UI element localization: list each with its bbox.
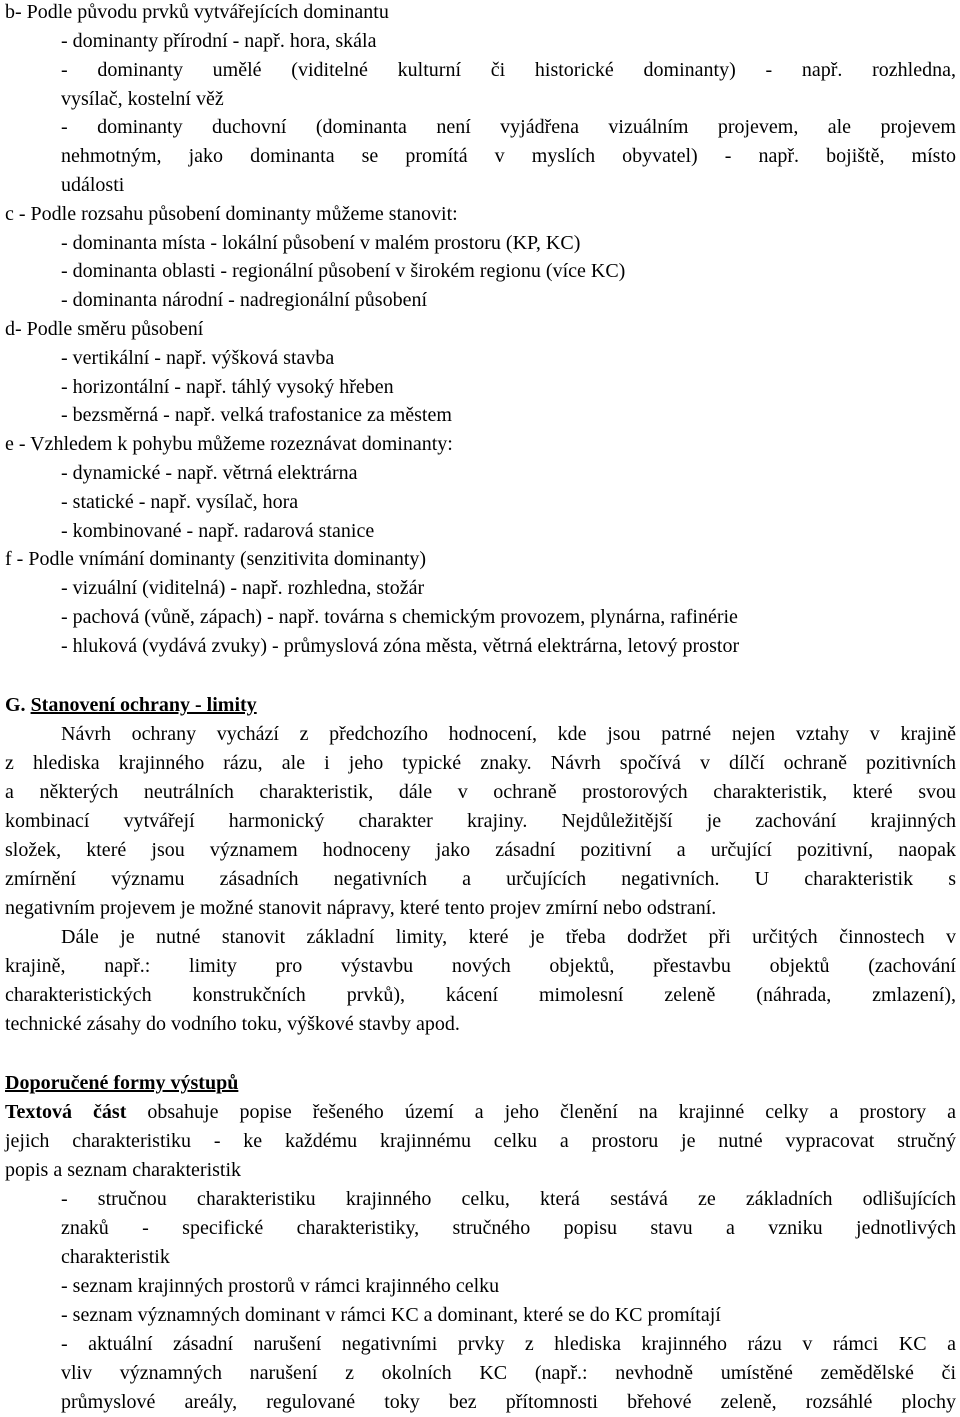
list-item: události	[61, 174, 125, 196]
list-item: - hluková (vydává zvuky) - průmyslová zóna města, větrná elektrárna, letový prostor	[61, 635, 740, 657]
list-item: - horizontální - např. táhlý vysoký hřeben	[61, 376, 394, 398]
paragraph-line: zmírnění významu zásadních negativních a určujících negativních. U charakteristik s	[5, 868, 956, 890]
section-g-label: G.	[5, 694, 26, 716]
section-e-heading: e - Vzhledem k pohybu můžeme rozeznávat dominanty:	[5, 433, 453, 455]
outputs-lead-rest: obsahuje popise řešeného území a jeho členění na krajinné celky a prostory a	[147, 1101, 956, 1123]
paragraph-line: Dále je nutné stanovit základní limity, které je třeba dodržet při určitých činnostech v	[61, 926, 956, 948]
paragraph-line: popis a seznam charakteristik	[5, 1159, 242, 1181]
section-d-heading: d- Podle směru působení	[5, 318, 204, 340]
list-item: - vizuální (viditelná) - např. rozhledna, stožár	[61, 577, 425, 599]
section-g-title: Stanovení ochrany - limity	[30, 694, 257, 716]
list-item: - dynamické - např. větrná elektrárna	[61, 462, 358, 484]
list-item: - dominanty přírodní - např. hora, skála	[61, 30, 377, 52]
list-item: vliv významných narušení z okolních KC (např.: nevhodně umístěné zemědělské či	[61, 1362, 956, 1384]
paragraph-line: z hlediska krajinného rázu, ale i jeho typické znaky. Návrh spočívá v dílčí ochraně pozitivních	[5, 752, 956, 774]
list-item: průmyslové areály, regulované toky bez přítomnosti břehové zeleně, rozsáhlé plochy	[61, 1391, 956, 1413]
paragraph-line: složek, které jsou významem hodnoceny jako zásadní pozitivní a určující pozitivní, naopak	[5, 839, 956, 861]
list-item: nehmotným, jako dominanta se promítá v myslích obyvatel) - např. bojiště, místo	[61, 145, 956, 167]
paragraph-line: krajině, např.: limity pro výstavbu nových objektů, přestavbu objektů (zachování	[5, 955, 956, 977]
list-item: vysílač, kostelní věž	[61, 88, 224, 110]
paragraph-line: kombinací vytvářejí harmonický charakter krajiny. Nejdůležitější je zachování krajinných	[5, 810, 956, 832]
list-item: - dominanta oblasti - regionální působení v širokém regionu (více KC)	[61, 260, 626, 282]
list-item: - vertikální - např. výšková stavba	[61, 347, 335, 369]
section-f-heading: f - Podle vnímání dominanty (senzitivita dominanty)	[5, 548, 427, 570]
list-item: - seznam krajinných prostorů v rámci krajinného celku	[61, 1275, 500, 1297]
paragraph-line: technické zásahy do vodního toku, výškové stavby apod.	[5, 1013, 460, 1035]
section-g-heading	[5, 691, 956, 720]
paragraph-line: a některých neutrálních charakteristik, dále v ochraně prostorových charakteristik, které svou	[5, 781, 956, 803]
outputs-lead-line	[5, 1098, 956, 1127]
list-item: znaků - specifické charakteristiky, stručného popisu stavu a vzniku jednotlivých	[61, 1217, 956, 1239]
paragraph-line: charakteristických konstrukčních prvků), kácení mimolesní zeleně (náhrada, zmlazení),	[5, 984, 956, 1006]
paragraph-line: Návrh ochrany vychází z předchozího hodnocení, kde jsou patrné nejen vztahy v krajině	[61, 723, 956, 745]
section-b-heading: b- Podle původu prvků vytvářejících dominantu	[5, 1, 389, 23]
list-item: - pachová (vůně, zápach) - např. továrna s chemickým provozem, plynárna, rafinérie	[61, 606, 738, 628]
paragraph-line: jejich charakteristiku - ke každému krajinnému celku a prostoru je nutné vypracovat stručný	[5, 1130, 956, 1152]
list-item: - stručnou charakteristiku krajinného celku, která sestává ze základních odlišujících	[61, 1188, 956, 1210]
list-item: - dominanta národní - nadregionální působení	[61, 289, 428, 311]
outputs-heading: Doporučené formy výstupů	[5, 1072, 239, 1094]
list-item: - dominanty umělé (viditelné kulturní či historické dominanty) - např. rozhledna,	[61, 59, 956, 81]
section-c-heading: c - Podle rozsahu působení dominanty můžeme stanovit:	[5, 203, 458, 225]
list-item: - bezsměrná - např. velká trafostanice za městem	[61, 404, 452, 426]
list-item: - kombinované - např. radarová stanice	[61, 520, 375, 542]
list-item: charakteristik	[61, 1246, 170, 1268]
list-item: - seznam významných dominant v rámci KC a dominant, které se do KC promítají	[61, 1304, 721, 1326]
paragraph-line: negativním projevem je možné stanovit nápravy, které tento projev zmírní nebo odstraní.	[5, 897, 717, 919]
list-item: - aktuální zásadní narušení negativními prvky z hlediska krajinného rázu v rámci KC a	[61, 1333, 956, 1355]
list-item: - statické - např. vysílač, hora	[61, 491, 299, 513]
outputs-lead-bold: Textová část	[5, 1101, 127, 1123]
list-item: - dominanty duchovní (dominanta není vyjádřena vizuálním projevem, ale projevem	[61, 116, 956, 138]
list-item: - dominanta místa - lokální působení v malém prostoru (KP, KC)	[61, 232, 581, 254]
